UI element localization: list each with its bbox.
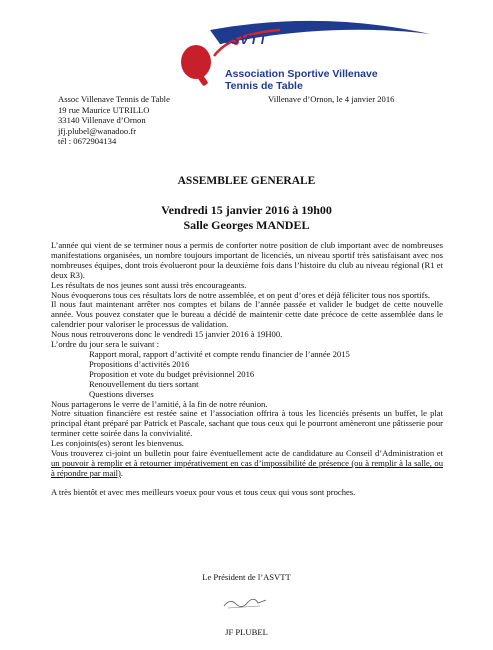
agenda-item: Rapport moral, rapport d’activité et compte rendu financier de l’année 2015 bbox=[89, 348, 350, 359]
document-title: ASSEMBLEE GENERALE bbox=[177, 175, 316, 187]
paragraph: Il nous faut maintenant arrêter nos comptes et bilans de l’année passée et valider le budget de cette nouvelle année. Vous pouvez constater que le bureau a décidé de maintenir cette date précoce de cette assemblée dans le calendrier pour valoriser le processus de validation. bbox=[51, 299, 443, 330]
event-venue: Salle Georges MANDEL bbox=[183, 218, 310, 232]
letter-body bbox=[51, 241, 443, 498]
paragraph: Notre situation financière est restée saine et l’association offrira à tous les licenciés présents un buffet, le plat principal étant préparé par Patrick et Pascale, sachant que tous ceux qui le pourront amèneront une pâtisserie pour terminer cette soirée dans la convivialité. bbox=[51, 408, 443, 439]
logo-name: ASVTT bbox=[220, 32, 268, 47]
agenda-item: Renouvellement du tiers sortant bbox=[89, 378, 199, 389]
logo-line-sport: Tennis de Table bbox=[225, 80, 303, 92]
signer-name: JF PLUBEL bbox=[225, 627, 268, 637]
paragraph: L’année qui vient de se terminer nous a permis de conforter notre position de club important avec de nombreuses manifestations organisées, un nombre toujours important de licenciés, un niveau sportif très satisfaisant avec nos nombreuses équipes, dont trois évolueront pour la deuxième fois dans l’histoire du club au niveau régional (R1 et deux R3). bbox=[51, 240, 443, 280]
event-date: Vendredi 15 janvier 2016 à 19h00 bbox=[161, 203, 332, 217]
place-date: Villenave d’Ornon, le 4 janvier 2016 bbox=[268, 94, 395, 104]
sender-line: 19 rue Maurice UTRILLO bbox=[58, 104, 150, 115]
paragraph: L’ordre du jour sera le suivant : bbox=[51, 339, 160, 350]
asvtt-logo bbox=[180, 12, 480, 94]
signature-icon bbox=[220, 594, 270, 612]
closing-wishes: A très bientôt et avec mes meilleurs voeux pour vous et tous ceux qui vous sont proches. bbox=[51, 486, 356, 497]
sender-address bbox=[58, 94, 170, 147]
paragraph-candidacy bbox=[51, 449, 443, 479]
proxy-instructions: un pouvoir à remplir et à retourner impérativement en cas d’impossibilité de présence (ou à remplir à la salle, ou à répondre par mail) bbox=[51, 457, 443, 478]
paragraph: Nous nous retrouverons donc le vendredi 15 janvier 2016 à 19H00. bbox=[51, 329, 283, 340]
paragraph: Nous partagerons le verre de l’amitié, à la fin de notre réunion. bbox=[51, 398, 268, 409]
agenda-item: Proposition et vote du budget prévisionnel 2016 bbox=[89, 368, 255, 379]
agenda-item: Questions diverses bbox=[89, 388, 154, 399]
agenda-item: Propositions d’activités 2016 bbox=[89, 358, 190, 369]
sender-line: Assoc Villenave Tennis de Table bbox=[58, 94, 170, 104]
paragraph: Les résultats de nos jeunes sont aussi très encourageants. bbox=[51, 279, 247, 290]
paragraph: Nous évoquerons tous ces résultats lors de notre assemblée, et on peut d’ores et déjà féliciter tous nos sportifs. bbox=[51, 289, 430, 300]
sender-phone: tél : 0672904134 bbox=[58, 136, 117, 147]
candidacy-end: . bbox=[120, 467, 124, 478]
logo-line-association: Association Sportive Villenave bbox=[225, 68, 378, 80]
sender-email: jfj.plubel@wanadoo.fr bbox=[58, 125, 137, 136]
candidacy-text: Vous trouverez ci-joint un bulletin pour faire éventuellement acte de candidature au Conseil d’Administration et bbox=[51, 448, 443, 459]
president-title: Le Président de l’ASVTT bbox=[202, 572, 291, 582]
sender-line: 33140 Villenave d’Ornon bbox=[58, 115, 146, 126]
paragraph: Les conjoints(es) seront les bienvenus. bbox=[51, 438, 184, 449]
